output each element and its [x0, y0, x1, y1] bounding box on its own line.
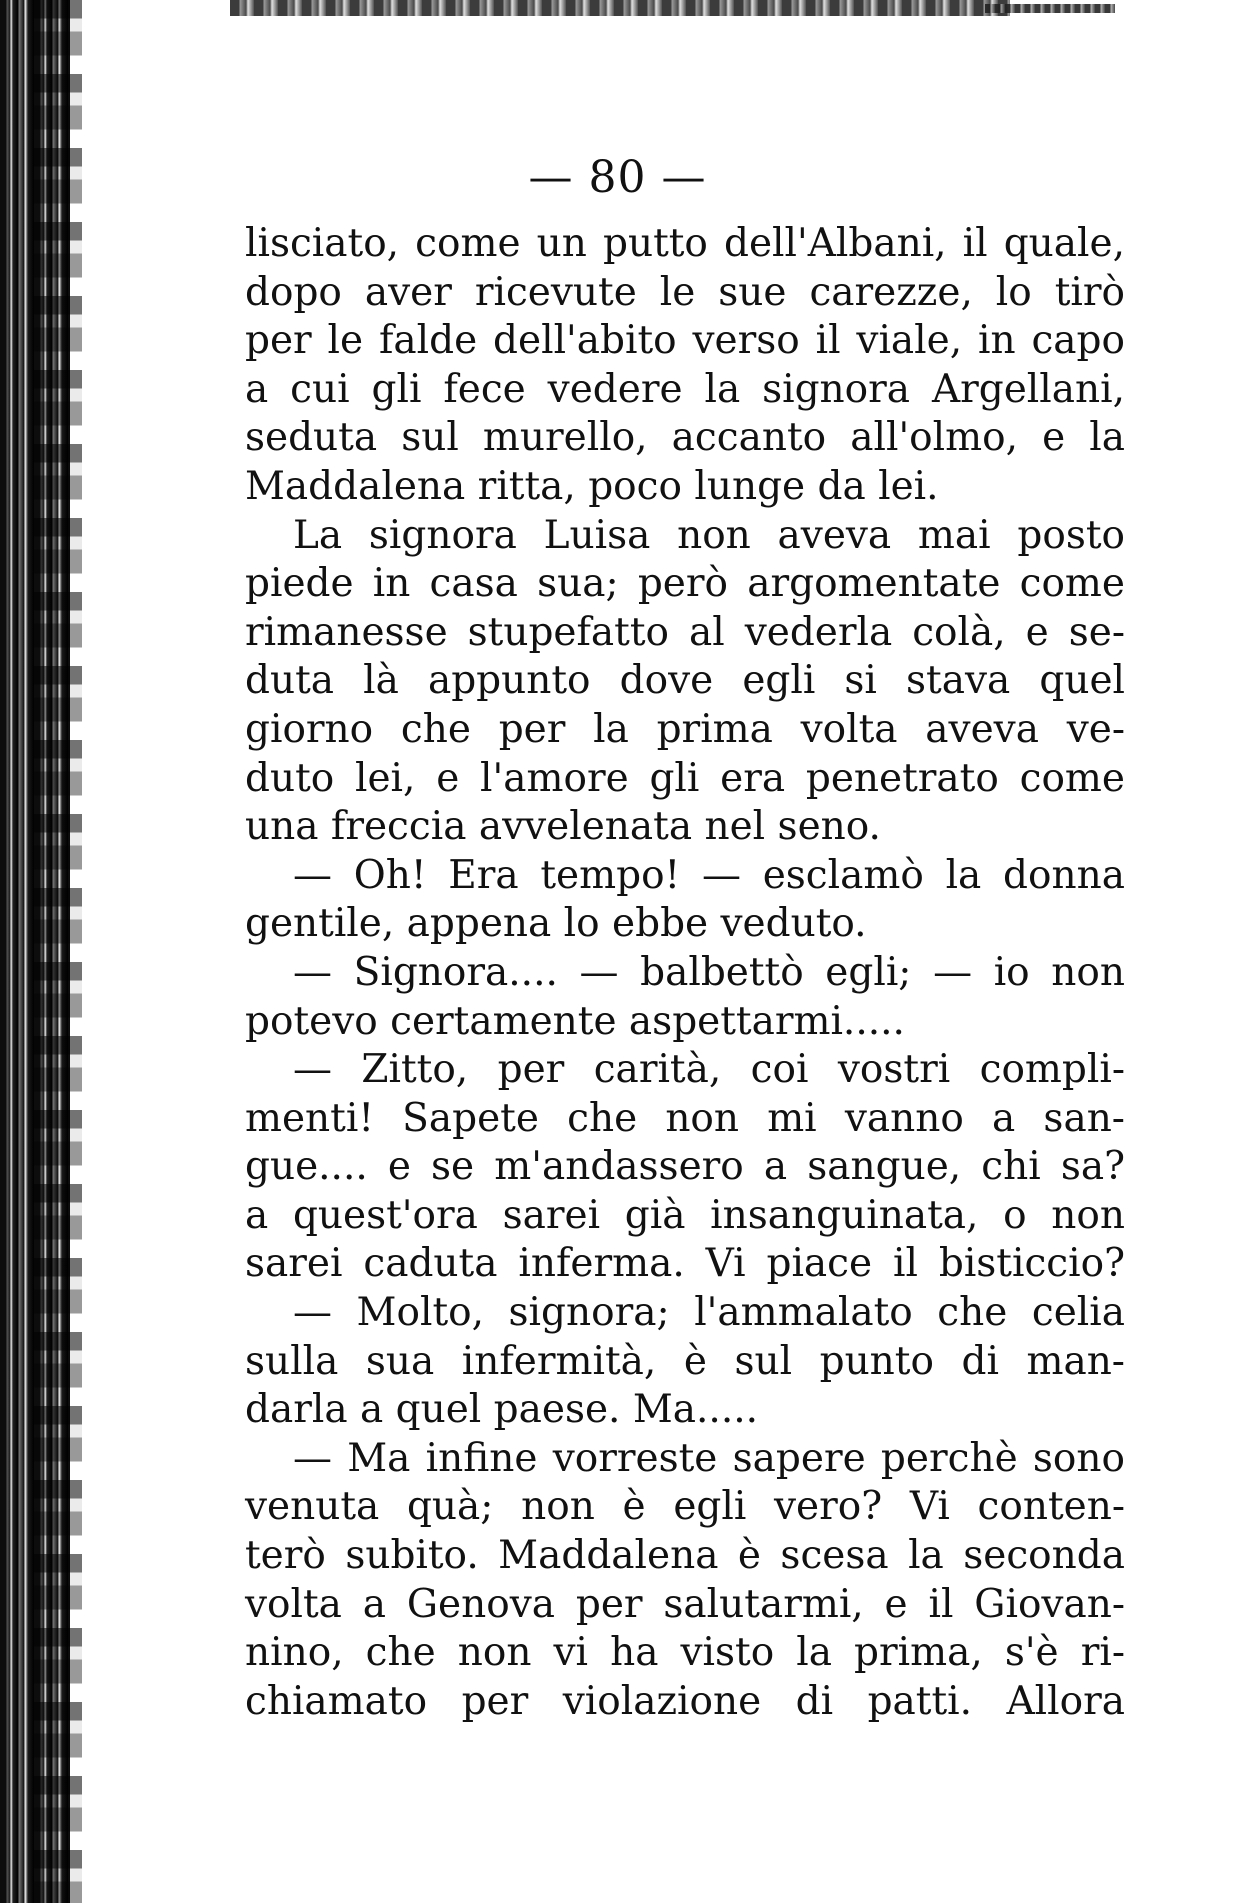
text-line: potevo certamente aspettarmi..... [245, 998, 905, 1044]
text-line: sarei caduta inferma. Vi piace il bisticcio? [245, 1241, 1125, 1287]
text-line: lisciato, come un putto dell'Albani, il quale, [245, 221, 1125, 266]
text-line: duto lei, e l'amore gli era penetrato come [245, 755, 1125, 801]
text-line: — Zitto, per carità, coi vostri compli- [293, 1047, 1125, 1093]
text-line: — Signora.... — balbettò egli; — io non [293, 949, 1125, 995]
top-scan-edge-right [985, 4, 1115, 13]
text-line: giorno che per la prima volta aveva ve- [245, 706, 1125, 752]
text-line: La signora Luisa non aveva mai posto [293, 512, 1125, 558]
text-line: rimanesse stupefatto al vederla colà, e se- [245, 609, 1125, 655]
text-line: — Ma infine vorreste sapere perchè sono [293, 1435, 1125, 1481]
text-line: una freccia avvelenata nel seno. [245, 804, 881, 850]
page-number: — 80 — [528, 152, 707, 203]
text-line: seduta sul murello, accanto all'olmo, e la [245, 415, 1125, 461]
text-line: terò subito. Maddalena è scesa la seconda [245, 1533, 1125, 1579]
text-line: chiamato per violazione di patti. Allora [245, 1678, 1125, 1724]
text-line: duta là appunto dove egli si stava quel [245, 658, 1125, 704]
text-line: a cui gli fece vedere la signora Argellani, [245, 366, 1125, 412]
text-line: gue.... e se m'andassero a sangue, chi sa? [245, 1144, 1125, 1190]
text-line: — Oh! Era tempo! — esclamò la donna [293, 852, 1125, 898]
text-line: nino, che non vi ha visto la prima, s'è ri- [245, 1630, 1125, 1676]
text-line: sulla sua infermità, è sul punto di man- [245, 1338, 1125, 1384]
text-line: dopo aver ricevute le sue carezze, lo tirò [245, 269, 1125, 315]
text-line: volta a Genova per salutarmi, e il Giovan- [245, 1581, 1125, 1627]
text-line: Maddalena ritta, poco lunge da lei. [245, 463, 939, 509]
text-line: venuta quà; non è egli vero? Vi conten- [245, 1484, 1125, 1530]
book-gutter-texture [34, 0, 82, 1903]
top-scan-edge [230, 0, 1010, 16]
body-text [245, 220, 1125, 1726]
text-line: — Molto, signora; l'ammalato che celia [293, 1290, 1125, 1336]
text-line: piede in casa sua; però argomentate come [245, 561, 1125, 607]
text-line: per le falde dell'abito verso il viale, in capo [245, 318, 1125, 364]
text-line: menti! Sapete che non mi vanno a san- [245, 1095, 1125, 1141]
text-line: gentile, appena lo ebbe veduto. [245, 901, 867, 947]
text-line: darla a quel paese. Ma..... [245, 1387, 759, 1433]
text-line: a quest'ora sarei già insanguinata, o non [245, 1192, 1125, 1238]
